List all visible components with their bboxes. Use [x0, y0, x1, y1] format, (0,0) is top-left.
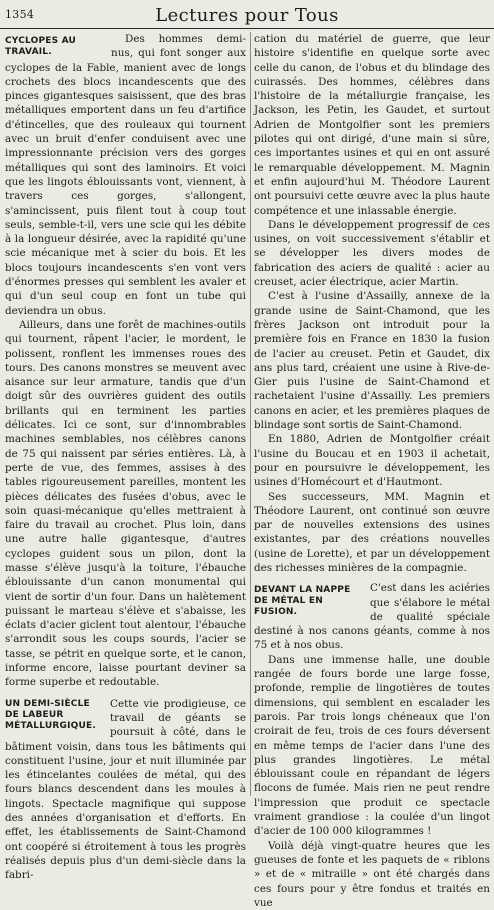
paragraph	[5, 32, 246, 318]
page-number: 1354	[5, 8, 35, 21]
section-heading-devant-la-nappe: DEVANT LA NAPPE DE MÉTAL EN FUSION.	[254, 585, 351, 618]
paragraph: En 1880, Adrien de Montgolfier créait l'usine du Boucau et en 1903 il achetait, pour en poursuivre le développement, les usines d'Homécourt et d'Hautmont.	[254, 433, 490, 489]
paragraph: Dans une immense halle, une double rangée de fours borde une large fosse, profonde, remplie de lingotières de toutes dimensions, qui semblent en escalader les parois. Par trois longs chéneaux que l'on croirait de feu, trois de ces fours déversent en même temps de l'acier dans l'une des plus grandes lingotières. Le métal éblouissant coule en répandant de légers flocons de fumée. Mais rien ne peut rendre l'impression que produit ce spectacle vraiment grandiose : la coulée d'un lingot d'acier de 100 000 kilogrammes !	[254, 653, 490, 838]
paragraph: Ailleurs, dans une forêt de machines-outils qui tournent, râpent l'acier, le mordent, le polissent, ronflent les immenses roues des tours. Des canons monstres se meuvent avec aisance sur leur armature, tandis que d'un doigt sûr des ouvrières guident des outils brillants qui en terminent les parties délicates. Ici ce sont, sur d'innombrables machines semblables, nos célèbres canons de 75 qui naissent par séries entières. Là, à perte de vue, des femmes, assises à des tables rigoureusement pareilles, montent les pièces délicates des fusées d'obus, avec le soin quasi-mécanique qu'elles mettraient à faire du travail au crochet. Plus loin, dans une autre halle gigantesque, d'autres cyclopes guident sous un pilon, dont la masse s'élève jusqu'à la toiture, l'ébauche éblouissante d'un canon monumental qui vient de sortir d'un four. Dans un halètement puissant le marteau s'élève et s'abaisse, les éclats d'acier giclent tout alentour, l'ébauche s'arrondit sous les coups sourds, l'acier se tasse, se pétrit en quelque sorte, et le canon, informe encore, laisse pourtant deviner sa forme superbe et redoutable.	[5, 318, 246, 689]
paragraph: Voilà déjà vingt-quatre heures que les gueuses de fonte et les paquets de « riblons » et de « mitraille » ont été chargés dans ces fours pour y être fondus et traités en vue	[254, 839, 490, 909]
paragraph-text: Cette vie prodigieuse, ce travail de géants se poursuit à côté, dans le bâtiment voisin, dans tous les bâtiments qui constituent l'usine, jour et nuit illuminée par les étincelantes coulées de métal, qui des fours blancs descendent dans les moules à lingots. Spectacle magnifique qui suppose des années d'organisation et d'efforts. En effet, les établissements de Saint-Chamond ont coopéré si étroitement à tous les progrès réalisés depuis plus d'un demi-siècle dans la fabri-	[5, 697, 246, 882]
paragraph-text: C'est dans les aciéries que s'élabore le métal de qualité spéciale destiné à nos canons géants, comme à nos 75 et à nos obus.	[254, 582, 490, 652]
paragraph	[5, 697, 246, 883]
page-header	[0, 6, 494, 29]
paragraph-text: Des hommes demi-nus, qui font songer aux cyclopes de la Fable, manient avec de longs crochets des blocs incandescents que des pinces gigantesques saisissent, que des bras métalliques emportent dans un feu d'artifice d'étincelles, que des rouleaux qui tournent avec un bruit d'enfer conduisent avec une impressionnante précision vers des gorges métalliques qui sont des laminoirs. Et voici que les lingots éblouissants vont, viennent, à travers ces gorges, s'allongent, s'amincissent, puis filent tout à coup tout seuls, semble-t-il, vers une scie qui les débite à la longueur désirée, avec la rapidité qu'une scie mécanique met à scier du bois. Et les blocs toujours incandescents s'en vont vers d'énormes presses qui semblent les avaler et qui d'un seul coup en font un tube qui deviendra un obus.	[5, 33, 246, 317]
paragraph: Dans le développement progressif de ces usines, on voit successivement s'établir et se développer les divers modes de fabrication des aciers de qualité : acier au creuset, acier électrique, acier Martin.	[254, 218, 490, 289]
paragraph: cation du matériel de guerre, que leur histoire s'identifie en quelque sorte avec celle du canon, de l'obus et du blindage des cuirassés. Des hommes, célèbres dans l'histoire de la métallurgie française, les Jackson, les Petin, les Gaudet, et surtout Adrien de Montgolfier sont les premiers pilotes qui ont dirigé, d'une main si sûre, ces importantes usines et qui en ont assuré le remarquable développement. M. Magnin et enfin aujourd'hui M. Théodore Laurent ont poursuivi cette œuvre avec la plus haute compétence et une inlassable énergie.	[254, 33, 490, 217]
column-divider	[250, 32, 251, 796]
running-title: Lectures pour Tous	[155, 5, 339, 26]
section-heading-demi-siecle: UN DEMI-SIÈCLE DE LABEUR MÉTALLURGIQUE.	[5, 698, 96, 731]
section-heading-cyclopes: CYCLOPES AU TRAVAIL.	[5, 36, 77, 57]
paragraph	[254, 581, 490, 652]
right-column	[254, 32, 490, 910]
paragraph: Ses successeurs, MM. Magnin et Théodore Laurent, ont continué son œuvre par de nouvelles extensions des usines existantes, par des créations nouvelles (usine de Lorette), et par un développement des richesses minières de la compagnie.	[254, 490, 490, 574]
paragraph: C'est à l'usine d'Assailly, annexe de la grande usine de Saint-Chamond, que les frères Jackson ont introduit pour la première fois en France en 1830 la fusion de l'acier au creuset. Petin et Gaudet, dix ans plus tard, créaient une usine à Rive-de-Gier puis l'usine de Saint-Chamond et rachetaient l'usine d'Assailly. Les premiers canons en acier, et les premières plaques de blindage sont sortis de Saint-Chamond.	[254, 290, 490, 432]
left-column	[5, 32, 246, 883]
